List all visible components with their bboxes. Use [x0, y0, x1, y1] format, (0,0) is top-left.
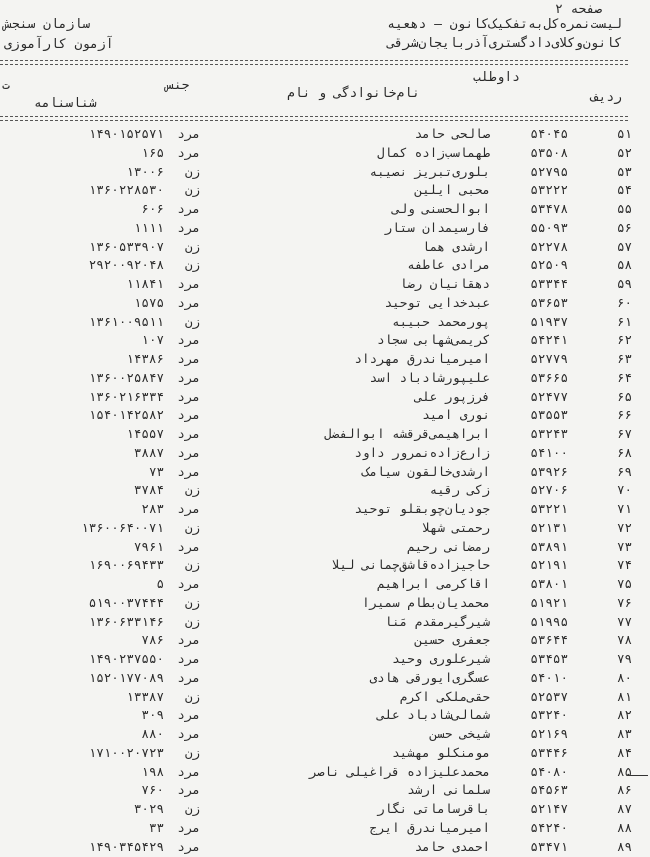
applicant-code: ۵۲۱۹۱	[508, 557, 568, 572]
id-number: ۱۰۷	[14, 332, 164, 347]
table-row	[0, 595, 650, 614]
applicant-code: ۵۲۱۶۹	[508, 726, 568, 741]
applicant-gender: مرد	[170, 445, 200, 460]
page-number: صفحه ۲	[555, 2, 602, 17]
applicant-gender: مرد	[170, 126, 200, 141]
applicant-gender: مرد	[170, 351, 200, 366]
header-rule-bottom-2	[0, 120, 628, 121]
table-row	[0, 839, 650, 857]
report-subtitle: کانون‌وکلای‌دادگستری‌آذربایجان‌شرقی	[387, 36, 622, 51]
col-id: شناسنامه	[34, 96, 97, 111]
applicant-name: حقی‌ملکی اکرم	[260, 689, 490, 704]
applicant-code: ۵۲۷۰۶	[508, 482, 568, 497]
applicant-gender: مرد	[170, 220, 200, 235]
row-number: ۷۵	[596, 576, 632, 591]
row-number: ۸۱	[596, 689, 632, 704]
applicant-name: ابوالحسنی ولی	[260, 201, 490, 216]
applicant-name: شیخی حسن	[260, 726, 490, 741]
applicant-name: زکی رقیه	[260, 482, 490, 497]
applicant-gender: مرد	[170, 670, 200, 685]
id-number: ۱۳۶۰۰۶۴۰۰۷۱	[14, 520, 164, 535]
row-number: ۶۱	[596, 314, 632, 329]
row-number: ۸۶	[596, 782, 632, 797]
applicant-code: ۵۳۶۵۳	[508, 295, 568, 310]
table-row	[0, 351, 650, 370]
row-number: ۷۶	[596, 595, 632, 610]
table-row	[0, 501, 650, 520]
table-row	[0, 520, 650, 539]
row-number: ۸۵	[596, 764, 632, 779]
applicant-name: شیرگیرمقدم مَنا	[260, 614, 490, 629]
applicant-gender: زن	[170, 689, 200, 704]
row-number: ۷۱	[596, 501, 632, 516]
applicant-name: زارع‌زاده‌نمرور داود	[260, 445, 490, 460]
applicant-code: ۵۳۸۰۱	[508, 576, 568, 591]
applicant-name: امیرمیاندرق مهرداد	[260, 351, 490, 366]
applicant-name: فارسیمدان ستار	[260, 220, 490, 235]
id-number: ۶۰۶	[14, 201, 164, 216]
row-number: ۸۷	[596, 801, 632, 816]
row-number: ۷۴	[596, 557, 632, 572]
applicant-code: ۵۳۵۰۸	[508, 145, 568, 160]
id-number: ۱۵۴۰۱۴۲۵۸۲	[14, 407, 164, 422]
applicant-name: حاجیزاده‌قاشق‌چمانی لیلا	[260, 557, 490, 572]
table-row	[0, 670, 650, 689]
row-number: ۵۸	[596, 257, 632, 272]
table-row	[0, 707, 650, 726]
row-number: ۶۳	[596, 351, 632, 366]
row-number: ۸۳	[596, 726, 632, 741]
id-number: ۸۸۰	[14, 726, 164, 741]
table-row	[0, 539, 650, 558]
id-number: ۱۱۱۱	[14, 220, 164, 235]
applicant-code: ۵۲۷۷۹	[508, 351, 568, 366]
applicant-gender: زن	[170, 257, 200, 272]
row-number: ۷۲	[596, 520, 632, 535]
row-number: ۶۴	[596, 370, 632, 385]
applicant-gender: مرد	[170, 276, 200, 291]
applicant-name: طهماسب‌زاده کمال	[260, 145, 490, 160]
table-row	[0, 426, 650, 445]
rows-list	[0, 126, 650, 857]
table-row	[0, 820, 650, 839]
id-number: ۱۳۶۰۵۳۳۹۰۷	[14, 239, 164, 254]
applicant-name: محمدعلیزاده قراغیلی ناصر	[260, 764, 490, 779]
id-number: ۱۷۱۰۰۲۰۷۲۳	[14, 745, 164, 760]
row-number: ۵۵	[596, 201, 632, 216]
table-row	[0, 464, 650, 483]
row-number: ۵۷	[596, 239, 632, 254]
applicant-name: جعفری حسین	[260, 632, 490, 647]
applicant-name: بلوری‌تبریز نصیبه	[260, 164, 490, 179]
applicant-gender: زن	[170, 801, 200, 816]
row-number: ۷۰	[596, 482, 632, 497]
id-number: ۳۰۹	[14, 707, 164, 722]
row-number: ۸۴	[596, 745, 632, 760]
applicant-name: شیرعلوری وحید	[260, 651, 490, 666]
applicant-gender: زن	[170, 557, 200, 572]
table-row	[0, 726, 650, 745]
row-number: ۷۸	[596, 632, 632, 647]
id-number: ۵	[14, 576, 164, 591]
table-row	[0, 276, 650, 295]
id-number: ۱۳۶۰۲۲۸۵۳۰	[14, 182, 164, 197]
table-row	[0, 201, 650, 220]
applicant-code: ۵۱۹۳۷	[508, 314, 568, 329]
applicant-code: ۵۲۱۴۷	[508, 801, 568, 816]
col-gender: جنس	[166, 78, 189, 93]
applicant-code: ۵۳۴۷۱	[508, 839, 568, 854]
row-number: ۵۴	[596, 182, 632, 197]
row-number: ۶۶	[596, 407, 632, 422]
applicant-gender: مرد	[170, 651, 200, 666]
applicant-gender: مرد	[170, 764, 200, 779]
applicant-gender: مرد	[170, 201, 200, 216]
applicant-name: امیرمیاندرق ایرج	[260, 820, 490, 835]
applicant-name: احمدی حامد	[260, 839, 490, 854]
id-number: ۱۳۶۰۶۳۳۱۴۶	[14, 614, 164, 629]
table-row	[0, 239, 650, 258]
applicant-name: اقاکرمی ابراهیم	[260, 576, 490, 591]
table-row	[0, 145, 650, 164]
applicant-gender: زن	[170, 239, 200, 254]
applicant-name: فرزپور علی	[260, 389, 490, 404]
id-number: ۱۵۲۰۱۷۷۰۸۹	[14, 670, 164, 685]
applicant-code: ۵۴۰۸۰	[508, 764, 568, 779]
applicant-gender: مرد	[170, 632, 200, 647]
applicant-gender: مرد	[170, 407, 200, 422]
table-row	[0, 370, 650, 389]
applicant-gender: زن	[170, 482, 200, 497]
table-row	[0, 126, 650, 145]
table-row	[0, 689, 650, 708]
id-number: ۳۰۲۹	[14, 801, 164, 816]
id-number: ۲۹۲۰۰۹۲۰۴۸	[14, 257, 164, 272]
applicant-gender: مرد	[170, 295, 200, 310]
applicant-name: مومنکلو مهشید	[260, 745, 490, 760]
applicant-gender: مرد	[170, 707, 200, 722]
id-number: ۱۴۹۰۳۴۵۴۲۹	[14, 839, 164, 854]
applicant-gender: مرد	[170, 389, 200, 404]
id-number: ۱۳۳۸۷	[14, 689, 164, 704]
report-title: لیست‌نمره‌کل‌به‌تفکیک‌کانون – دهعیه	[387, 17, 622, 32]
applicant-name: رحمتی شهلا	[260, 520, 490, 535]
applicant-code: ۵۴۰۴۵	[508, 126, 568, 141]
table-row	[0, 801, 650, 820]
id-number: ۱۳۶۰۰۲۵۸۴۷	[14, 370, 164, 385]
table-row	[0, 314, 650, 333]
applicant-name: ارشدی هما	[260, 239, 490, 254]
id-number: ۷۸۶	[14, 632, 164, 647]
applicant-gender: مرد	[170, 332, 200, 347]
col-extra: ت	[2, 78, 10, 93]
col-row: ردیف	[591, 90, 622, 105]
applicant-name: رمضانی رحیم	[260, 539, 490, 554]
row-number: ۶۰	[596, 295, 632, 310]
header-rule-bottom	[0, 116, 628, 117]
table-row	[0, 220, 650, 239]
table-row	[0, 332, 650, 351]
org-label: سازمان سنجش	[4, 17, 90, 32]
applicant-name: عسگری‌ایورقی هادی	[260, 670, 490, 685]
header-rule-top-2	[0, 64, 628, 65]
applicant-name: نوری امید	[260, 407, 490, 422]
applicant-gender: زن	[170, 614, 200, 629]
id-number: ۱۳۶۰۲۱۶۳۳۴	[14, 389, 164, 404]
row-number: ۸۹	[596, 839, 632, 854]
row-number: ۵۲	[596, 145, 632, 160]
applicant-gender: مرد	[170, 782, 200, 797]
table-row	[0, 164, 650, 183]
applicant-code: ۵۲۲۷۸	[508, 239, 568, 254]
applicant-gender: مرد	[170, 426, 200, 441]
applicant-name: جودیان‌چوبقلو توحید	[260, 501, 490, 516]
applicant-code: ۵۵۰۹۳	[508, 220, 568, 235]
id-number: ۷۹۶۱	[14, 539, 164, 554]
applicant-gender: مرد	[170, 370, 200, 385]
table-row	[0, 557, 650, 576]
row-number: ۷۳	[596, 539, 632, 554]
applicant-code: ۵۳۴۷۸	[508, 201, 568, 216]
applicant-gender: زن	[170, 182, 200, 197]
applicant-name: ارشدی‌خالقون سیامک	[260, 464, 490, 479]
table-row	[0, 389, 650, 408]
table-row	[0, 782, 650, 801]
applicant-code: ۵۴۵۶۳	[508, 782, 568, 797]
applicant-name: دهقانیان رضا	[260, 276, 490, 291]
applicant-code: ۵۳۴۵۳	[508, 651, 568, 666]
applicant-code: ۵۲۵۳۷	[508, 689, 568, 704]
table-row	[0, 614, 650, 633]
id-number: ۱۱۸۴۱	[14, 276, 164, 291]
id-number: ۱۳۰۰۶	[14, 164, 164, 179]
applicant-code: ۵۴۰۱۰	[508, 670, 568, 685]
applicant-code: ۵۲۴۷۷	[508, 389, 568, 404]
applicant-name: مرادی عاطفه	[260, 257, 490, 272]
row-number: ۸۰	[596, 670, 632, 685]
applicant-code: ۵۱۹۲۱	[508, 595, 568, 610]
applicant-name: علیپورشادباد اسد	[260, 370, 490, 385]
applicant-gender: مرد	[170, 501, 200, 516]
applicant-gender: مرد	[170, 145, 200, 160]
applicant-code: ۵۳۲۴۰	[508, 707, 568, 722]
applicant-gender: مرد	[170, 576, 200, 591]
table-row	[0, 651, 650, 670]
row-number: ۵۳	[596, 164, 632, 179]
applicant-name: محبی ایلین	[260, 182, 490, 197]
applicant-gender: زن	[170, 520, 200, 535]
id-number: ۳۷۸۴	[14, 482, 164, 497]
applicant-code: ۵۳۲۲۱	[508, 501, 568, 516]
applicant-code: ۵۳۲۲۲	[508, 182, 568, 197]
table-row	[0, 482, 650, 501]
applicant-code: ۵۳۲۴۳	[508, 426, 568, 441]
table-row	[0, 764, 650, 783]
id-number: ۱۴۹۰۲۳۷۵۵۰	[14, 651, 164, 666]
id-number: ۷۳	[14, 464, 164, 479]
id-number: ۱۹۸	[14, 764, 164, 779]
row-number: ۵۶	[596, 220, 632, 235]
row-number: ۵۱	[596, 126, 632, 141]
id-number: ۳۳	[14, 820, 164, 835]
row-number: ۶۷	[596, 426, 632, 441]
id-number: ۱۴۳۸۶	[14, 351, 164, 366]
row-number: ۶۵	[596, 389, 632, 404]
row-number: ۷۹	[596, 651, 632, 666]
applicant-gender: زن	[170, 314, 200, 329]
row-number: ۵۹	[596, 276, 632, 291]
id-number: ۳۸۸۷	[14, 445, 164, 460]
applicant-gender: مرد	[170, 726, 200, 741]
exam-label: آزمون کارآموزی	[4, 37, 114, 52]
row-number: ۸۲	[596, 707, 632, 722]
table-row	[0, 257, 650, 276]
id-number: ۱۳۶۱۰۰۹۵۱۱	[14, 314, 164, 329]
applicant-code: ۵۴۲۴۱	[508, 332, 568, 347]
applicant-code: ۵۳۳۴۴	[508, 276, 568, 291]
row-number: ۶۸	[596, 445, 632, 460]
applicant-code: ۵۳۶۶۵	[508, 370, 568, 385]
table-row	[0, 745, 650, 764]
row-number: ۸۸	[596, 820, 632, 835]
id-number: ۱۴۹۰۱۵۲۵۷۱	[14, 126, 164, 141]
applicant-name: ابراهیمی‌قرقشه ابوالفضل	[260, 426, 490, 441]
table-row	[0, 632, 650, 651]
applicant-gender: مرد	[170, 820, 200, 835]
applicant-name: باقرساماتی نگار	[260, 801, 490, 816]
table-row	[0, 576, 650, 595]
applicant-code: ۵۲۱۳۱	[508, 520, 568, 535]
applicant-code: ۵۳۶۴۴	[508, 632, 568, 647]
id-number: ۲۸۳	[14, 501, 164, 516]
applicant-gender: مرد	[170, 464, 200, 479]
applicant-name: پورمحمد حبیبه	[260, 314, 490, 329]
table-row	[0, 445, 650, 464]
applicant-name: صالحی حامد	[260, 126, 490, 141]
id-number: ۱۴۵۵۷	[14, 426, 164, 441]
applicant-code: ۵۴۱۰۰	[508, 445, 568, 460]
applicant-code: ۵۲۷۹۵	[508, 164, 568, 179]
applicant-name: شمالی‌شادباد علی	[260, 707, 490, 722]
applicant-gender: زن	[170, 745, 200, 760]
id-number: ۱۶۵	[14, 145, 164, 160]
col-applicant: داوطلب	[473, 70, 520, 85]
page-tick-mark	[628, 775, 648, 776]
id-number: ۷۶۰	[14, 782, 164, 797]
applicant-name: سلمانی ارشد	[260, 782, 490, 797]
applicant-gender: مرد	[170, 839, 200, 854]
applicant-code: ۵۳۸۹۱	[508, 539, 568, 554]
applicant-code: ۵۴۲۴۰	[508, 820, 568, 835]
applicant-gender: زن	[170, 164, 200, 179]
row-number: ۶۹	[596, 464, 632, 479]
table-row	[0, 295, 650, 314]
applicant-code: ۵۳۴۴۶	[508, 745, 568, 760]
applicant-code: ۵۲۵۰۹	[508, 257, 568, 272]
applicant-code: ۵۳۹۲۶	[508, 464, 568, 479]
table-row	[0, 182, 650, 201]
id-number: ۵۱۹۰۰۳۷۴۴۴	[14, 595, 164, 610]
applicant-code: ۵۳۵۵۳	[508, 407, 568, 422]
applicant-code: ۵۱۹۹۵	[508, 614, 568, 629]
id-number: ۱۶۹۰۰۶۹۴۳۳	[14, 557, 164, 572]
header-rule-top	[0, 60, 628, 61]
table-row	[0, 407, 650, 426]
applicant-name: کریمی‌شهابی سجاد	[260, 332, 490, 347]
applicant-gender: مرد	[170, 539, 200, 554]
id-number: ۱۵۷۵	[14, 295, 164, 310]
row-number: ۶۲	[596, 332, 632, 347]
row-number: ۷۷	[596, 614, 632, 629]
col-name: نام‌خانوادگی و نام	[287, 86, 420, 101]
applicant-name: محمدیان‌بطام سمیرا	[260, 595, 490, 610]
applicant-gender: زن	[170, 595, 200, 610]
applicant-name: عبدخدایی توحید	[260, 295, 490, 310]
